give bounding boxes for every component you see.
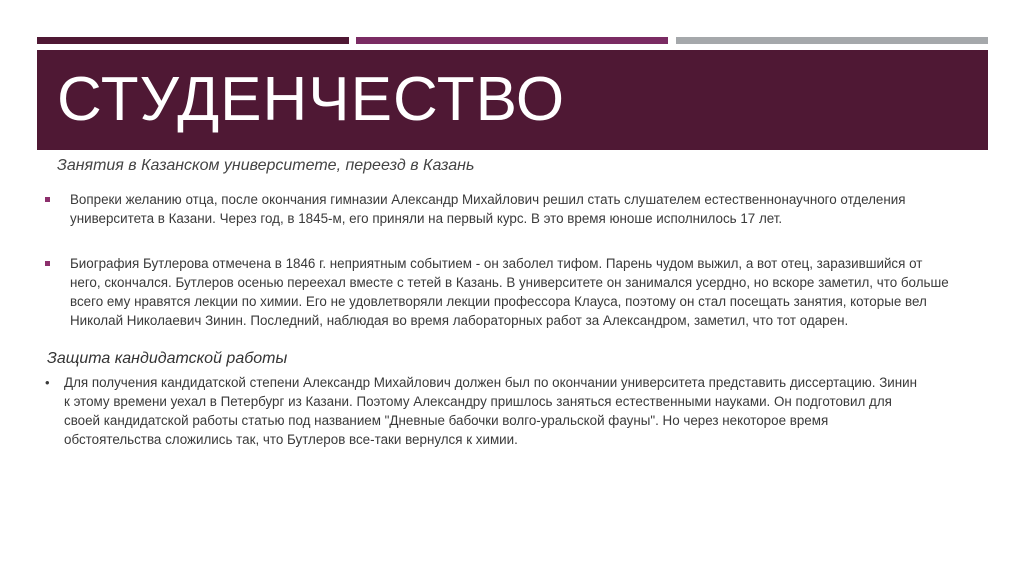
accent-bar-middle: [356, 37, 668, 44]
list-item-text: Вопреки желанию отца, после окончания гимназии Александр Михайлович решил стать слушателем естественнонаучного отделения университета в Казани. Через год, в 1845-м, его приняли на первый курс. В это время юноше исполнилось 17 лет.: [70, 192, 906, 226]
section-heading-thesis: Защита кандидатской работы: [47, 350, 288, 367]
title-band: [37, 50, 988, 150]
list-item: [45, 373, 924, 449]
accent-bar-left: [37, 37, 349, 44]
list-item: [70, 254, 950, 330]
list-item-text: Биография Бутлерова отмечена в 1846 г. неприятным событием - он заболел тифом. Парень чудом выжил, а вот отец, заразившийся от него, скончался. Бутлеров осенью переехал вместе с тетей в Казань. В университете он занимался усердно, но вскоре заметил, что больше всего ему нравятся лекции по химии. Его не удовлетворяли лекции профессора Клауса, поэтому он стал посещать занятия, которые вел Николай Николаевич Зинин. Последний, наблюдая во время лабораторных работ за Александром, заметил, что тот одарен.: [70, 256, 949, 328]
slide-title: СТУДЕНЧЕСТВО: [57, 65, 566, 134]
list-item-text: Для получения кандидатской степени Александр Михайлович должен был по окончании университета представить диссертацию. Зинин к этому времени уехал в Петербург из Казани. Поэтому Александру пришлось заняться естественными науками. Он подготовил для своей кандидатской работы статью под названием "Дневные бабочки волго-уральской фауны". Но через некоторое время обстоятельства сложились так, что Бутлеров все-таки вернулся к химии.: [64, 375, 918, 447]
round-bullet-icon: •: [45, 375, 50, 390]
section-heading-studies: Занятия в Казанском университете, переезд в Казань: [57, 157, 475, 174]
square-bullet-icon: [45, 261, 50, 266]
list-item: [70, 190, 950, 228]
accent-bar-right: [676, 37, 988, 44]
square-bullet-icon: [45, 197, 50, 202]
